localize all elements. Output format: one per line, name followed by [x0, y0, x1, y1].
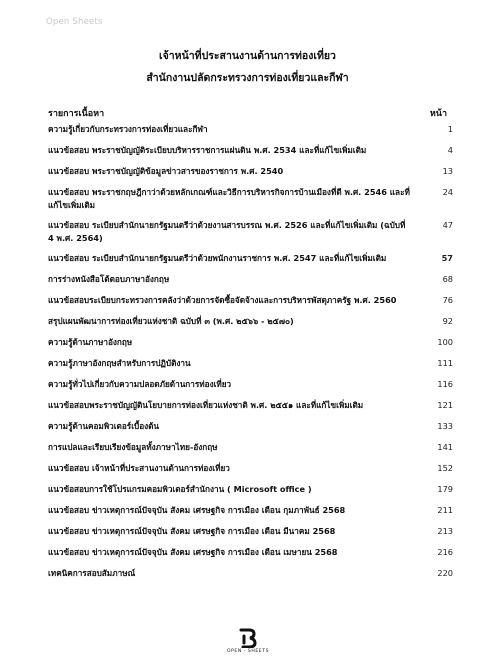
toc-entry-title: แนวข้อสอบ ข่าวเหตุการณ์ปัจจุบัน สังคม เศรษฐกิจ การเมือง เดือน เมษายน 2568 — [48, 547, 338, 557]
toc-entry — [48, 546, 453, 567]
toc-entry-title: แนวข้อสอบ พระราชกฤษฎีกาว่าด้วยหลักเกณฑ์และวิธีการบริหารกิจการบ้านเมืองที่ดี พ.ศ. 2546 และที่แก้ไขเพิ่มเติม — [48, 187, 410, 210]
toc-entry — [48, 504, 453, 525]
toc-entry-page: 76 — [442, 295, 453, 305]
toc-entry-title: แนวข้อสอบ ข่าวเหตุการณ์ปัจจุบัน สังคม เศรษฐกิจ การเมือง เดือน กุมภาพันธ์ 2568 — [48, 505, 346, 515]
toc-entry-page: 216 — [437, 547, 453, 557]
toc-entry-page: 111 — [437, 358, 453, 368]
document-title: เจ้าหน้าที่ประสานงานด้านการท่องเที่ยว — [159, 50, 336, 62]
toc-entry — [48, 441, 453, 462]
toc-entry-title: ความรู้ภาษาอังกฤษสำหรับการปฏิบัติงาน — [48, 358, 191, 368]
open-sheets-logo — [226, 628, 270, 656]
toc-entry-page: 1 — [447, 124, 453, 134]
toc-entry-title: แนวข้อสอบระเบียบกระทรวงการคลังว่าด้วยการจัดซื้อจัดจ้างและการบริหารพัสดุภาครัฐ พ.ศ. 2560 — [48, 295, 397, 305]
toc-header-contents: รายการเนื้อหา — [48, 109, 105, 119]
toc-entry-title: การร่างหนังสือโต้ตอบภาษาอังกฤษ — [48, 274, 170, 284]
toc-entry — [48, 420, 453, 441]
toc-entry — [48, 483, 453, 504]
toc-entry — [48, 294, 453, 315]
toc-entry — [48, 336, 453, 357]
toc-entry — [48, 252, 453, 273]
toc-entry-title: แนวข้อสอบ เจ้าหน้าที่ประสานงานด้านการท่องเที่ยว — [48, 463, 230, 473]
watermark-text: Open Sheets — [46, 17, 103, 27]
toc-entry-title: แนวข้อสอบ พระราชบัญญัติระเบียบบริหารราชการแผ่นดิน พ.ศ. 2534 และที่แก้ไขเพิ่มเติม — [48, 145, 367, 155]
logo-text: OPEN · SHEETS — [226, 649, 270, 654]
toc-entry — [48, 186, 453, 219]
toc-entry — [48, 123, 453, 144]
toc-entry-page: 24 — [442, 187, 453, 197]
toc-entry — [48, 357, 453, 378]
toc-entry — [48, 144, 453, 165]
toc-entry-page: 92 — [442, 316, 453, 326]
document-subtitle: สำนักงานปลัดกระทรวงการท่องเที่ยวและกีฬา — [146, 72, 349, 84]
toc-entry-title: ความรู้ด้านภาษาอังกฤษ — [48, 337, 133, 347]
toc-entry-page: 57 — [441, 253, 453, 263]
toc-entry — [48, 462, 453, 483]
toc-entry — [48, 273, 453, 294]
toc-entry-page: 179 — [437, 484, 453, 494]
toc-entry-page: 133 — [437, 421, 453, 431]
toc-entry-page: 68 — [442, 274, 453, 284]
toc-entry-title: สรุปแผนพัฒนาการท่องเที่ยวแห่งชาติ ฉบับที่ ๓ (พ.ศ. ๒๕๖๖ - ๒๕๗๐) — [48, 316, 294, 326]
toc-entry-title: แนวข้อสอบ พระราชบัญญัติข้อมูลข่าวสารของราชการ พ.ศ. 2540 — [48, 166, 284, 176]
toc-header — [48, 106, 447, 120]
toc-entry-page: 47 — [442, 220, 453, 230]
toc-entry — [48, 567, 453, 588]
toc-entry-page: 213 — [437, 526, 453, 536]
toc-entry-title: แนวข้อสอบ ข่าวเหตุการณ์ปัจจุบัน สังคม เศรษฐกิจ การเมือง เดือน มีนาคม 2568 — [48, 526, 336, 536]
toc-entry-page: 116 — [437, 379, 453, 389]
toc-entry-page: 4 — [447, 145, 453, 155]
toc-entry-title: แนวข้อสอบพระราชบัญญัตินโยบายการท่องเที่ยวแห่งชาติ พ.ศ. ๒๕๕๑ และที่แก้ไขเพิ่มเติม — [48, 400, 364, 410]
toc-entry-title: แนวข้อสอบการใช้โปรแกรมคอมพิวเตอร์สำนักงาน ( Microsoft office ) — [48, 484, 312, 494]
toc-entry-title: แนวข้อสอบ ระเบียบสำนักนายกรัฐมนตรีว่าด้วยพนักงานราชการ พ.ศ. 2547 และที่แก้ไขเพิ่มเติม — [48, 253, 387, 263]
toc-entry — [48, 219, 453, 252]
toc-entry — [48, 399, 453, 420]
toc-header-page: หน้า — [429, 109, 447, 119]
toc-entry-page: 141 — [437, 442, 453, 452]
toc-entry-title: ความรู้ทั่วไปเกี่ยวกับความปลอดภัยด้านการท่องเที่ยว — [48, 379, 232, 389]
toc-entry-page: 220 — [437, 568, 453, 578]
toc-entry-page: 211 — [437, 505, 453, 515]
toc-entry-title: การแปลและเรียบเรียงข้อมูลทั้งภาษาไทย-อังกฤษ — [48, 442, 218, 452]
toc-entry — [48, 315, 453, 336]
toc-entry — [48, 165, 453, 186]
toc-entry-title: เทคนิคการสอบสัมภาษณ์ — [48, 568, 136, 578]
toc-entry — [48, 378, 453, 399]
toc-entry-page: 121 — [437, 400, 453, 410]
toc-entry-page: 152 — [437, 463, 453, 473]
table-of-contents — [48, 123, 453, 588]
toc-entry-title: ความรู้ด้านคอมพิวเตอร์เบื้องต้น — [48, 421, 160, 431]
toc-entry-title: แนวข้อสอบ ระเบียบสำนักนายกรัฐมนตรีว่าด้วยงานสารบรรณ พ.ศ. 2526 และที่แก้ไขเพิ่มเติม (ฉบับที่ 4 พ.ศ. 2564) — [48, 220, 406, 243]
toc-entry-page: 13 — [442, 166, 453, 176]
toc-entry-page: 100 — [437, 337, 453, 347]
toc-entry-title: ความรู้เกี่ยวกับกระทรวงการท่องเที่ยวและกีฬา — [48, 124, 208, 134]
toc-entry — [48, 525, 453, 546]
